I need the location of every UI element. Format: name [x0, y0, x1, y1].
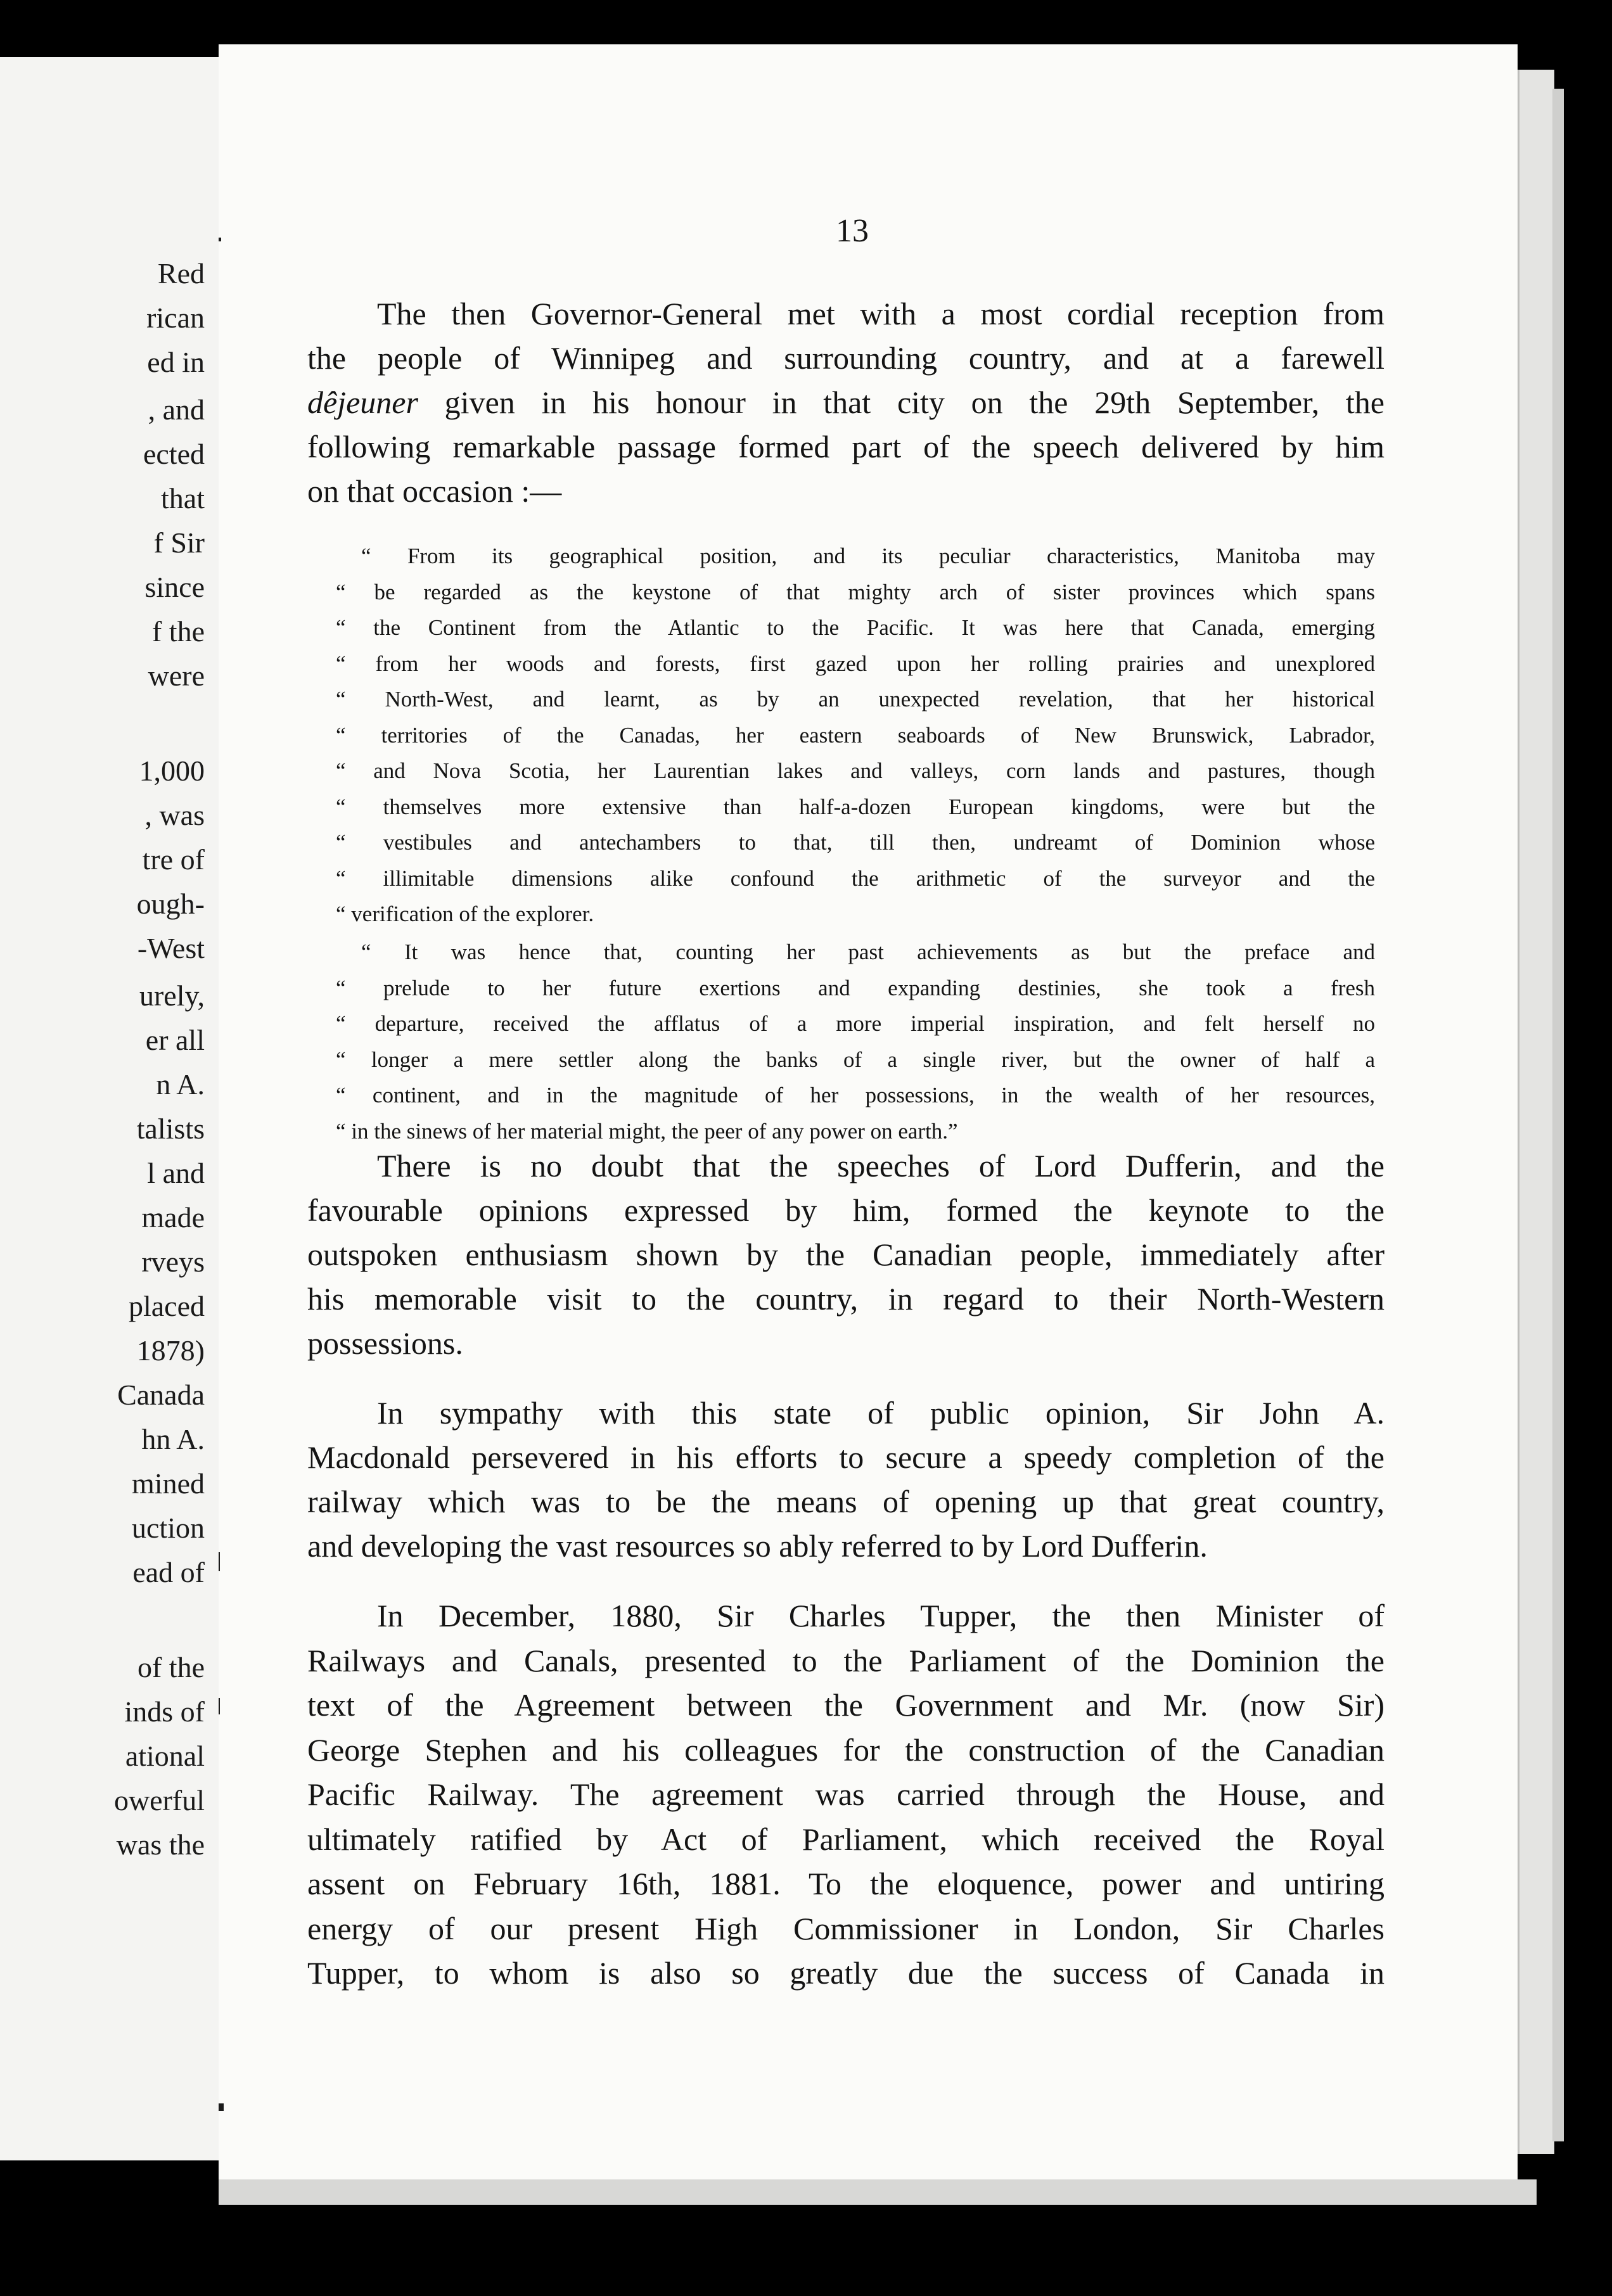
- body-text-line: favourable opinions expressed by him, formed the keynote to the: [307, 1192, 1385, 1228]
- previous-page-fragment: l and: [147, 1157, 205, 1189]
- quote-text-line: “ from her woods and forests, first gazed upon her rolling prairies and unexplored: [336, 651, 1375, 676]
- previous-page-fragment: uction: [132, 1512, 205, 1544]
- quote-text-line: “ North-West, and learnt, as by an unexpected revelation, that her historical: [336, 687, 1375, 711]
- previous-page-fragment: talists: [136, 1113, 205, 1145]
- quote-text-line: “ the Continent from the Atlantic to the Pacific. It was here that Canada, emerging: [336, 615, 1375, 640]
- body-text-line: Tupper, to whom is also so greatly due the success of Canada in: [307, 1955, 1385, 1991]
- scan-speck: [219, 1552, 220, 1571]
- previous-page-fragment: rveys: [141, 1246, 205, 1278]
- previous-page-fragment: placed: [128, 1290, 205, 1322]
- quote-text-line: “ and Nova Scotia, her Laurentian lakes and valleys, corn lands and pastures, though: [336, 758, 1375, 783]
- previous-page-fragment: ed in: [147, 346, 205, 378]
- quote-text-line: “ in the sinews of her material might, the peer of any power on earth.”: [336, 1118, 958, 1144]
- body-text-line: George Stephen and his colleagues for the construction of the Canadian: [307, 1732, 1385, 1768]
- quote-text-line: “ verification of the explorer.: [336, 902, 594, 926]
- previous-page-fragment: mined: [132, 1467, 205, 1500]
- body-text-line: ultimately ratified by Act of Parliament, which received the Royal: [307, 1821, 1385, 1857]
- previous-page-fragment: , and: [148, 393, 205, 426]
- quote-text-line: “ territories of the Canadas, her eastern seaboards of New Brunswick, Labrador,: [336, 722, 1375, 748]
- quote-text-line: “ From its geographical position, and its peculiar characteristics, Manitoba may: [361, 544, 1375, 568]
- previous-page-fragment: er all: [145, 1024, 205, 1056]
- page-bottom-shadow: [219, 2179, 1537, 2205]
- previous-page-fragment: rican: [146, 302, 205, 334]
- main-page: [219, 44, 1518, 2179]
- body-text-line: his memorable visit to the country, in regard to their North-Western: [307, 1281, 1385, 1317]
- body-text-line: There is no doubt that the speeches of Lord Dufferin, and the: [377, 1148, 1385, 1183]
- body-text-line: outspoken enthusiasm shown by the Canadian people, immediately after: [307, 1237, 1385, 1272]
- previous-page-fragment: n A.: [156, 1068, 205, 1100]
- previous-page-fragment: was the: [116, 1828, 205, 1861]
- previous-page-fragment: urely,: [139, 979, 205, 1012]
- quote-text-line: “ be regarded as the keystone of that mighty arch of sister provinces which spans: [336, 579, 1375, 604]
- body-text-line: energy of our present High Commissioner in London, Sir Charles: [307, 1910, 1385, 1946]
- previous-page-fragment: 1,000: [139, 755, 205, 787]
- quote-text-line: “ departure, received the afflatus of a more imperial inspiration, and felt herself no: [336, 1011, 1375, 1036]
- previous-page-fragment: of the: [137, 1651, 205, 1683]
- previous-page-fragment: ead of: [132, 1556, 205, 1588]
- previous-page-fragment: 1878): [136, 1334, 205, 1367]
- body-text-line: on that occasion :—: [307, 473, 562, 509]
- previous-page-fragment: Canada: [117, 1379, 205, 1411]
- body-text-line: and developing the vast resources so ably referred to by Lord Dufferin.: [307, 1528, 1208, 1564]
- body-text-line: Railways and Canals, presented to the Parliament of the Dominion the: [307, 1642, 1385, 1678]
- quote-text-line: “ vestibules and antechambers to that, till then, undreamt of Dominion whose: [336, 830, 1375, 855]
- previous-page-edge: [0, 57, 219, 2160]
- scan-speck: [219, 238, 221, 241]
- scan-speck: [219, 1698, 220, 1714]
- previous-page-fragment: hn A.: [141, 1423, 205, 1455]
- body-text-line: Macdonald persevered in his efforts to secure a speedy completion of the: [307, 1439, 1385, 1475]
- previous-page-fragment: f the: [151, 615, 205, 647]
- body-text-line: text of the Agreement between the Government and Mr. (now Sir): [307, 1687, 1385, 1723]
- body-text-line: Pacific Railway. The agreement was carried through the House, and: [307, 1776, 1385, 1812]
- quote-text-line: “ continent, and in the magnitude of her possessions, in the wealth of her resources,: [336, 1083, 1375, 1107]
- previous-page-fragment: were: [148, 660, 205, 692]
- previous-page-fragment: made: [141, 1201, 205, 1234]
- scan-speck: [219, 2103, 224, 2111]
- page-edge-inner: [1552, 89, 1564, 2141]
- previous-page-fragment: ected: [143, 438, 205, 470]
- previous-page-fragment: that: [161, 482, 205, 514]
- body-text-line: possessions.: [307, 1325, 463, 1361]
- quote-text-line: “ themselves more extensive than half-a-dozen European kingdoms, were but the: [336, 794, 1375, 819]
- body-text-line: the people of Winnipeg and surrounding country, and at a farewell: [307, 340, 1385, 376]
- previous-page-fragment: ational: [125, 1740, 205, 1772]
- page-edge: [1518, 70, 1554, 2154]
- previous-page-fragment: ough-: [136, 888, 205, 920]
- previous-page-fragment: f Sir: [153, 526, 205, 559]
- previous-page-fragment: Red: [157, 257, 205, 290]
- previous-page-fragment: tre of: [142, 843, 205, 876]
- previous-page-fragment: owerful: [113, 1784, 205, 1816]
- previous-page-fragment: inds of: [124, 1695, 205, 1728]
- body-text-line: assent on February 16th, 1881. To the eloquence, power and untiring: [307, 1866, 1385, 1901]
- quote-text-line: “ illimitable dimensions alike confound the arithmetic of the surveyor and the: [336, 865, 1375, 891]
- body-text-line: dêjeuner given in his honour in that city on the 29th September, the: [307, 385, 1385, 420]
- body-text-line: following remarkable passage formed part of the speech delivered by him: [307, 429, 1385, 464]
- body-text-line: In sympathy with this state of public opinion, Sir John A.: [377, 1395, 1385, 1431]
- previous-page-fragment: since: [144, 571, 205, 603]
- quote-text-line: “ prelude to her future exertions and expanding destinies, she took a fresh: [336, 975, 1375, 1000]
- quote-text-line: “ longer a mere settler along the banks of a single river, but the owner of half a: [336, 1047, 1375, 1072]
- body-text-line: railway which was to be the means of opening up that great country,: [307, 1484, 1385, 1519]
- body-text-line: The then Governor-General met with a most cordial reception from: [377, 296, 1385, 331]
- body-text-line: In December, 1880, Sir Charles Tupper, the then Minister of: [377, 1598, 1385, 1633]
- previous-page-fragment: -West: [137, 932, 205, 964]
- previous-page-fragment: , was: [144, 799, 205, 831]
- quote-text-line: “ It was hence that, counting her past achievements as but the preface and: [361, 940, 1375, 964]
- page-number: 13: [836, 213, 869, 249]
